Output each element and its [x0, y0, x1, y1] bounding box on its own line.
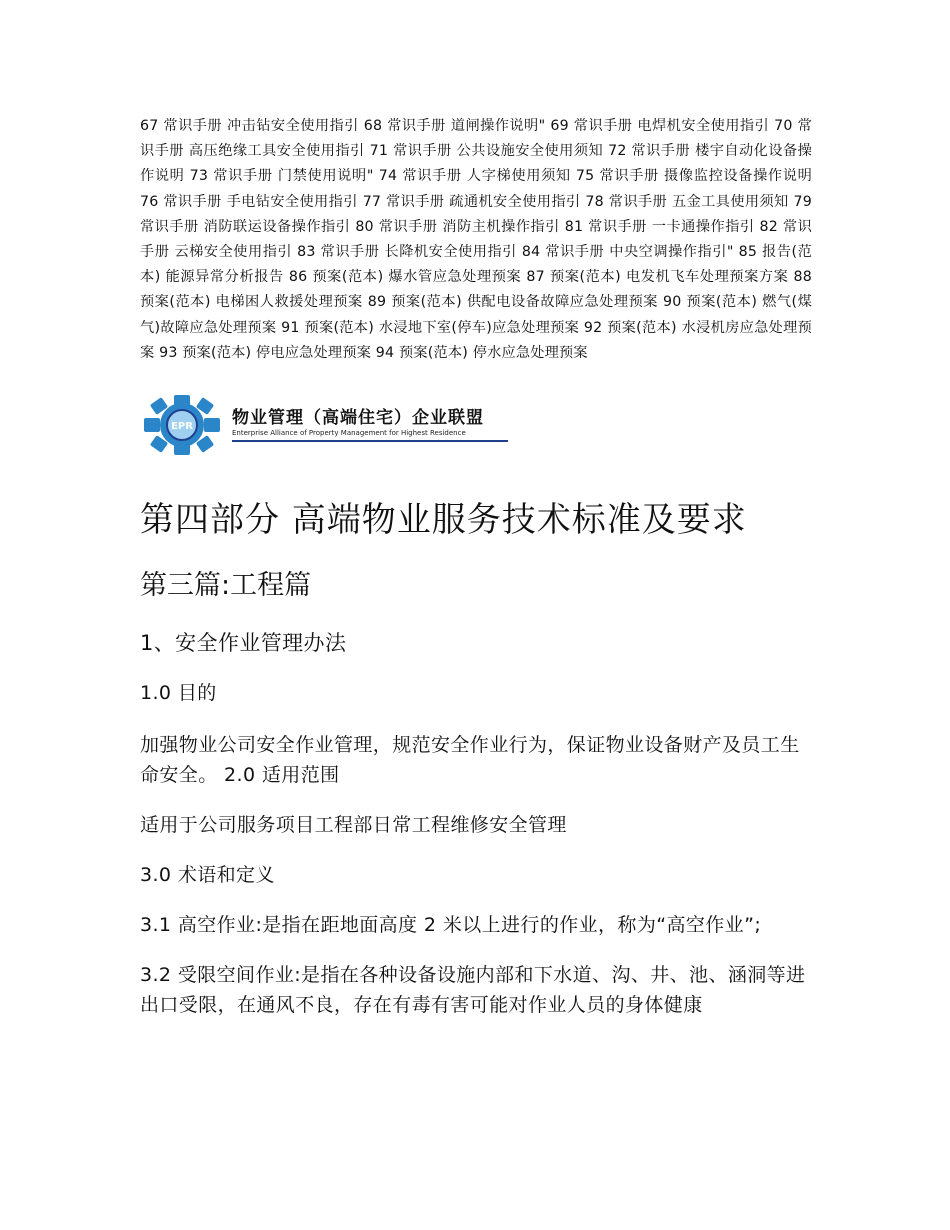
purpose-title: 1.0 目的 [140, 682, 217, 705]
index-list: 67 常识手册 冲击钻安全使用指引 68 常识手册 道闸操作说明" 69 常识手册 电焊机安全使用指引 70 常识手册 高压绝缘工具安全使用指引 71 常识手册 公共设施安全使用须知 72 常识手册 楼宇自动化设备操作说明 73 常识手册 门禁使用说明" 74 常识手册 人字梯使用须知 75 常识手册 摄像监控设备操作说明 76 常识手册 手电钻安全使用指引 77 常识手册 疏通机安全使用指引 78 常识手册 五金工具使用须知 79 常识手册 消防联运设备操作指引 80 常识手册 消防主机操作指引 81 常识手册 一卡通操作指引 82 常识手册 云梯安全使用指引 83 常识手册 长降机安全使用指引 84 常识手册 中央空调操作指引" 85 报告(范本) 能源异常分析报告 86 预案(范本) 爆水管应急处理预案 87 预案(范本) 电发机飞车处理预案方案 88 预案(范本) 电梯困人救援处理预案 89 预案(范本) 供配电设备故障应急处理预案 90 预案(范本) 燃气(煤气)故障应急处理预案 91 预案(范本) 水浸地下室(停车)应急处理预案 92 预案(范本) 水浸机房应急处理预案 93 预案(范本) 停电应急处理预案 94 预案(范本) 停水应急处理预案 [140, 118, 812, 361]
section-title: 1、安全作业管理办法 [140, 631, 347, 656]
alliance-logo [140, 390, 812, 460]
logo-text-block [232, 408, 508, 442]
logo-chinese-name: 物业管理（高端住宅）企业联盟 [232, 408, 484, 429]
terms-title: 3.0 术语和定义 [140, 864, 275, 887]
logo-badge-text: EPR [171, 421, 193, 433]
gear-logo-icon [140, 394, 224, 456]
part-heading: 第四部分 高端物业服务技术标准及要求 [140, 500, 747, 541]
logo-english-name: Enterprise Alliance of Property Management for Highest Residence [232, 429, 466, 438]
purpose-body: 加强物业公司安全作业管理，规范安全作业行为，保证物业设备财产及员工生命安全。 2.0 适用范围 [140, 734, 800, 787]
scope-body: 适用于公司服务项目工程部日常工程维修安全管理 [140, 814, 567, 837]
definition-3-2: 3.2 受限空间作业:是指在各种设备设施内部和下水道、沟、井、池、涵洞等进出口受限，在通风不良，存在有毒有害可能对作业人员的身体健康 [140, 964, 806, 1017]
definition-3-1: 3.1 高空作业:是指在距地面高度 2 米以上进行的作业，称为“高空作业”; [140, 914, 762, 937]
logo-underline [232, 440, 508, 442]
document-page [140, 114, 812, 1020]
chapter-heading: 第三篇:工程篇 [140, 570, 312, 602]
